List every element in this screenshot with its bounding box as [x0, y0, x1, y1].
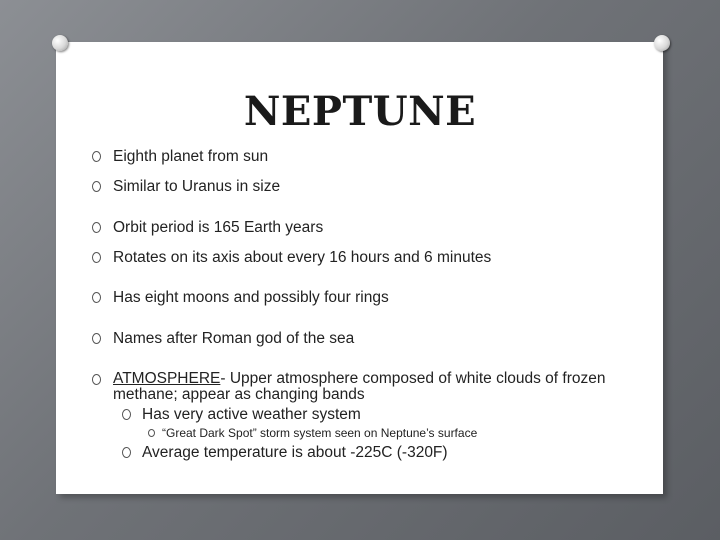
- pushpin-right-icon: [654, 35, 670, 51]
- hollow-circle-bullet-icon: [122, 447, 131, 458]
- hollow-circle-bullet-icon: [92, 181, 101, 192]
- hollow-circle-bullet-icon: [92, 292, 101, 303]
- bullet-text: Names after Roman god of the sea: [113, 330, 355, 347]
- atmosphere-description: - Upper atmosphere composed of white clouds of frozen methane; appear as changing bands: [113, 370, 606, 403]
- bullet-text: Orbit period is 165 Earth years: [113, 219, 324, 236]
- sub-bullet-text: Average temperature is about -225C (-320F): [142, 444, 448, 461]
- hollow-circle-bullet-icon: [122, 409, 131, 420]
- hollow-circle-bullet-icon: [92, 151, 101, 162]
- sub-bullet-text: Has very active weather system: [142, 406, 361, 423]
- hollow-circle-bullet-icon: [92, 222, 101, 233]
- hollow-circle-bullet-icon: [92, 374, 101, 385]
- sub-sub-bullet-text: “Great Dark Spot” storm system seen on Neptune’s surface: [162, 426, 478, 440]
- atmosphere-keyword: ATMOSPHERE: [113, 370, 221, 387]
- bullet-text: Eighth planet from sun: [113, 148, 269, 165]
- bullet-text: Similar to Uranus in size: [113, 178, 281, 195]
- hollow-circle-bullet-icon: [92, 252, 101, 263]
- atmosphere-text: [113, 371, 613, 403]
- pushpin-left-icon: [52, 35, 68, 51]
- bullet-text: Rotates on its axis about every 16 hours and 6 minutes: [113, 249, 492, 266]
- slide-title: NEPTUNE: [243, 88, 477, 135]
- bullet-text: Has eight moons and possibly four rings: [113, 289, 389, 306]
- hollow-circle-bullet-icon: [148, 429, 155, 437]
- hollow-circle-bullet-icon: [92, 333, 101, 344]
